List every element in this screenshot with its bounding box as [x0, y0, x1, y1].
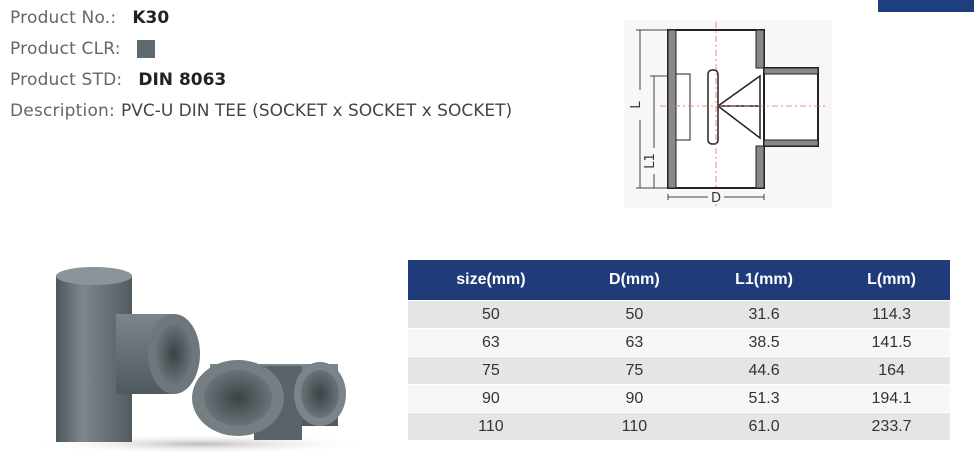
table-cell: 38.5: [695, 329, 833, 357]
column-header-d: D(mm): [574, 260, 695, 301]
table-row: [408, 385, 950, 413]
table-cell: 90: [408, 385, 574, 413]
product-std-label: Product STD:: [10, 69, 123, 90]
product-spec-list: [10, 2, 512, 126]
product-desc-value: PVC-U DIN TEE (SOCKET x SOCKET x SOCKET): [120, 100, 513, 121]
product-number-value: K30: [132, 7, 170, 28]
dimension-label-L: L: [629, 101, 644, 109]
product-clr-row: [10, 33, 512, 64]
dimension-label-D: D: [710, 191, 722, 206]
product-desc-row: [10, 95, 512, 126]
table-cell: 141.5: [833, 329, 950, 357]
table-cell: 50: [574, 301, 695, 329]
product-std-value: DIN 8063: [138, 69, 227, 90]
product-clr-label: Product CLR:: [10, 38, 121, 59]
table-cell: 61.0: [695, 413, 833, 441]
table-header-row: [408, 260, 950, 301]
table-cell: 63: [574, 329, 695, 357]
table-cell: 110: [574, 413, 695, 441]
color-swatch: [137, 40, 155, 58]
table-row: [408, 413, 950, 441]
table-cell: 50: [408, 301, 574, 329]
product-number-row: [10, 2, 512, 33]
product-desc-label: Description:: [10, 100, 115, 121]
table-cell: 114.3: [833, 301, 950, 329]
product-photo: [20, 262, 370, 458]
table-cell: 31.6: [695, 301, 833, 329]
table-cell: 164: [833, 357, 950, 385]
table-cell: 194.1: [833, 385, 950, 413]
column-header-l1: L1(mm): [695, 260, 833, 301]
table-cell: 51.3: [695, 385, 833, 413]
product-std-row: [10, 64, 512, 95]
technical-drawing: [624, 20, 832, 208]
table-cell: 110: [408, 413, 574, 441]
product-number-label: Product No.:: [10, 7, 117, 28]
table-cell: 75: [408, 357, 574, 385]
table-row: [408, 329, 950, 357]
table-row: [408, 301, 950, 329]
dimension-label-L1: L1: [643, 153, 658, 169]
table-row: [408, 357, 950, 385]
table-cell: 75: [574, 357, 695, 385]
corner-nav-tab[interactable]: [878, 0, 974, 12]
table-cell: 63: [408, 329, 574, 357]
table-cell: 90: [574, 385, 695, 413]
dimension-table: [408, 260, 950, 440]
tee-cross-section: [624, 20, 832, 208]
column-header-l: L(mm): [833, 260, 950, 301]
column-header-size: size(mm): [408, 260, 574, 301]
table-cell: 233.7: [833, 413, 950, 441]
table-cell: 44.6: [695, 357, 833, 385]
pvc-tee-image: [20, 262, 370, 458]
